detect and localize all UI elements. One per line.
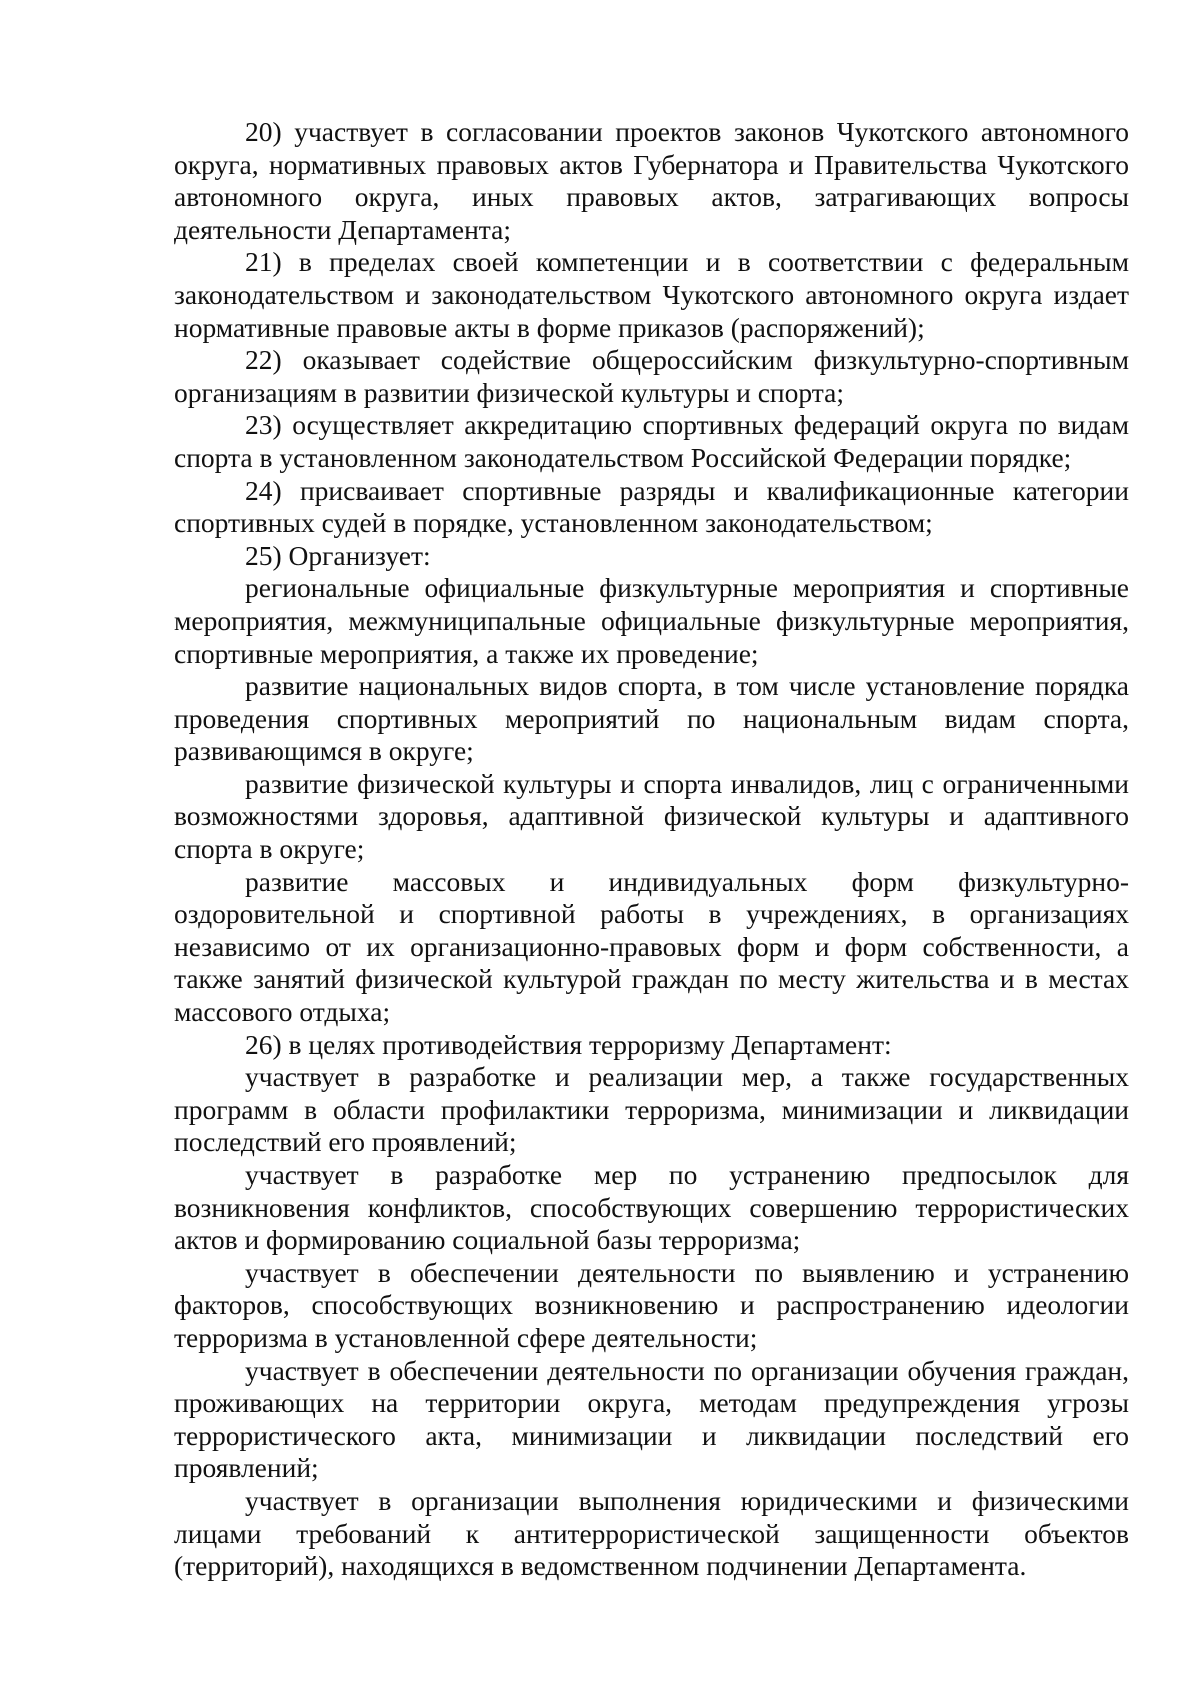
paragraph-26-item-4: участвует в обеспечении деятельности по организации обучения граждан, проживающих на территории округа, методам предупреждения угрозы террористического акта, минимизации и ликвидации последствий его проявлений; [174,1354,1129,1484]
paragraph-26-item-1: участвует в разработке и реализации мер, а также государственных программ в области профилактики терроризма, минимизации и ликвидации последствий его проявлений; [174,1061,1129,1158]
paragraph-26-item-3: участвует в обеспечении деятельности по выявлению и устранению факторов, способствующих возникновению и распространению идеологии терроризма в установленной сфере деятельности; [174,1256,1129,1353]
paragraph-25-item-2: развитие национальных видов спорта, в том числе установление порядка проведения спортивных мероприятий по национальным видам спорта, развивающимся в округе; [174,670,1129,767]
paragraph-25-item-4: развитие массовых и индивидуальных форм физкультурно-оздоровительной и спортивной работы в учреждениях, в организациях независимо от их организационно-правовых форм и форм собственности, а также занятий физической культурой граждан по месту жительства и в местах массового отдыха; [174,865,1129,1028]
paragraph-25-item-1: региональные официальные физкультурные мероприятия и спортивные мероприятия, межмуниципальные официальные физкультурные мероприятия, спортивные мероприятия, а также их проведение; [174,572,1129,669]
paragraph-20: 20) участвует в согласовании проектов законов Чукотского автономного округа, нормативных правовых актов Губернатора и Правительства Чукотского автономного округа, иных правовых актов, затрагивающих вопросы деятельности Департамента; [174,116,1129,245]
paragraph-26-item-5: участвует в организации выполнения юридическими и физическими лицами требований к антитеррористической защищенности объектов (территорий), находящихся в ведомственном подчинении Департамента. [174,1484,1129,1582]
paragraph-21: 21) в пределах своей компетенции и в соответствии с федеральным законодательством и законодательством Чукотского автономного округа издает нормативные правовые акты в форме приказов (распоряжений); [174,246,1129,343]
paragraph-24: 24) присваивает спортивные разряды и квалификационные категории спортивных судей в порядке, установленном законодательством; [174,474,1129,539]
paragraph-25-heading: 25) Организует: [245,539,431,571]
paragraph-25-item-3: развитие физической культуры и спорта инвалидов, лиц с ограниченными возможностями здоровья, адаптивной физической культуры и адаптивного спорта в округе; [174,767,1129,865]
paragraph-26-heading: 26) в целях противодействия терроризму Департамент: [245,1028,892,1060]
paragraph-23: 23) осуществляет аккредитацию спортивных федераций округа по видам спорта в установленном законодательством Российской Федерации порядке; [174,409,1129,473]
paragraph-26-item-2: участвует в разработке мер по устранению предпосылок для возникновения конфликтов, способствующих совершению террористических актов и формированию социальной базы терроризма; [174,1159,1129,1256]
document-body [174,116,1129,1583]
paragraph-22: 22) оказывает содействие общероссийским физкультурно-спортивным организациям в развитии физической культуры и спорта; [174,344,1129,408]
